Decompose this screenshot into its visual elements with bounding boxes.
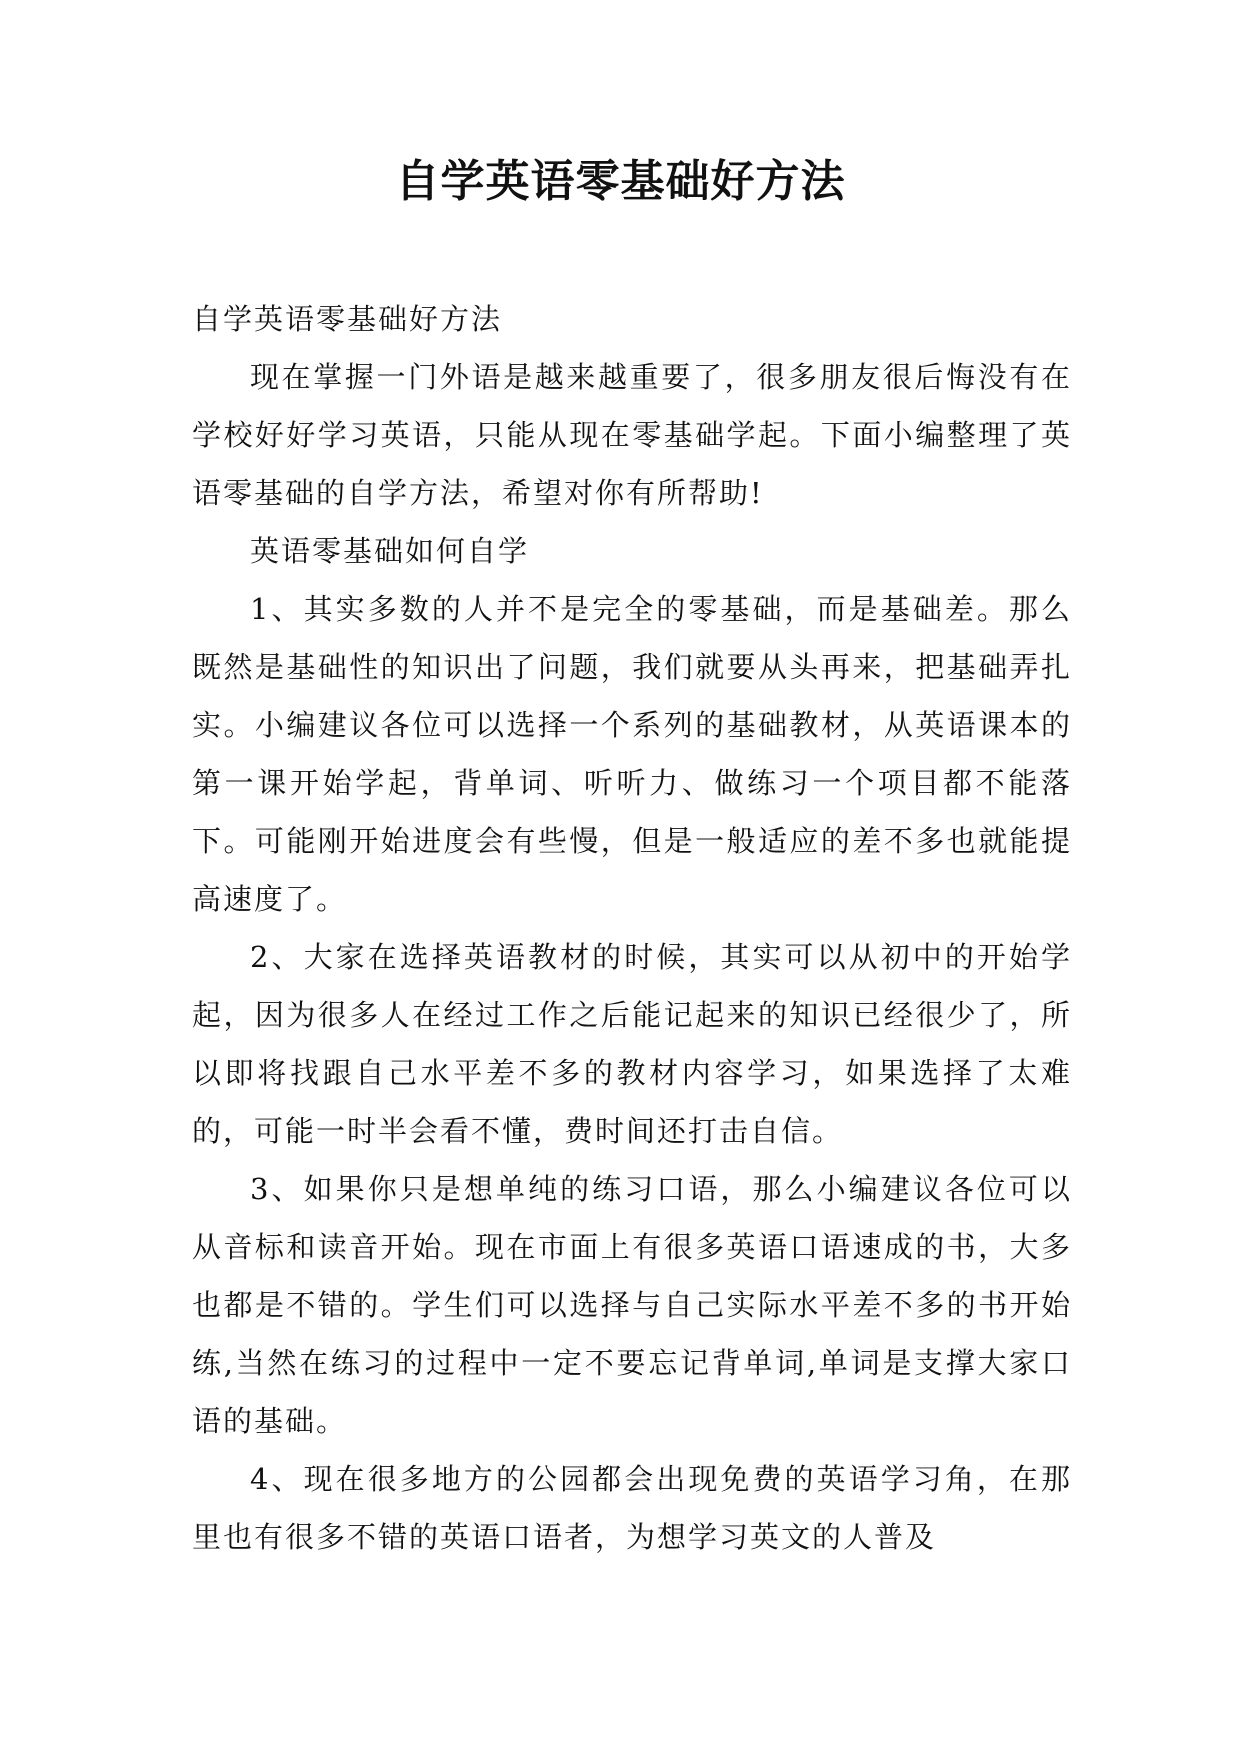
paragraph-point-4: 4、现在很多地方的公园都会出现免费的英语学习角，在那里也有很多不错的英语口语者，为想学习英文的人普及 [192,1462,1072,1554]
paragraph-heading: 自学英语零基础好方法 [192,302,503,336]
document-title: 自学英语零基础好方法 [395,156,846,207]
paragraph-point-1: 1、其实多数的人并不是完全的零基础，而是基础差。那么既然是基础性的知识出了问题，我们就要从头再来，把基础弄扎实。小编建议各位可以选择一个系列的基础教材，从英语课本的第一课开始学起，背单词、听听力、做练习一个项目都不能落下。可能刚开始进度会有些慢，但是一般适应的差不多也就能提高速度了。 [192,592,1072,916]
paragraph-point-2: 2、大家在选择英语教材的时候，其实可以从初中的开始学起，因为很多人在经过工作之后能记起来的知识已经很少了，所以即将找跟自己水平差不多的教材内容学习，如果选择了太难的，可能一时半会看不懂，费时间还打击自信。 [192,940,1072,1148]
paragraph-point-3: 3、如果你只是想单纯的练习口语，那么小编建议各位可以从音标和读音开始。现在市面上有很多英语口语速成的书，大多也都是不错的。学生们可以选择与自己实际水平差不多的书开始练,当然在练习的过程中一定不要忘记背单词,单词是支撑大家口语的基础。 [192,1172,1072,1438]
paragraph-intro: 现在掌握一门外语是越来越重要了，很多朋友很后悔没有在学校好好学习英语，只能从现在零基础学起。下面小编整理了英语零基础的自学方法，希望对你有所帮助! [192,360,1072,510]
document-body [192,290,1072,1566]
section-heading: 英语零基础如何自学 [250,534,530,568]
